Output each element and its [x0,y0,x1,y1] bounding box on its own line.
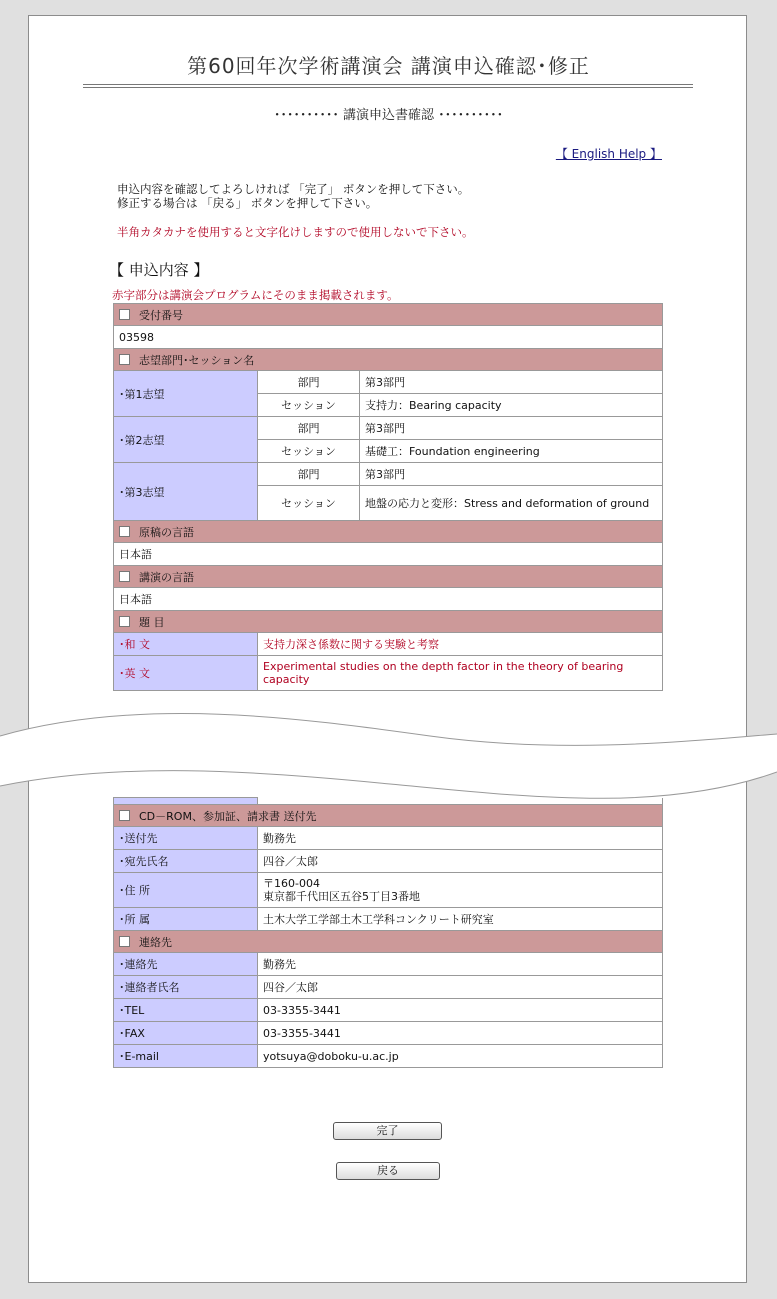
shipping-header-row [114,805,663,827]
preference-header-row [114,349,663,371]
contact-value: 03-3355-3441 [258,1022,663,1045]
checkbox-icon [119,526,130,537]
lecture-lang-header: 講演の言語 [139,570,194,584]
preference-3-dept: 第3部門 [360,463,663,486]
contact-header: 連絡先 [139,935,172,949]
checkbox-icon [119,354,130,365]
dept-label: 部門 [258,417,360,440]
shipping-label: ･所 属 [114,908,258,931]
shipping-value: 土木大学工学部土木工学科コンクリート研究室 [258,908,663,931]
postal-code: 〒160-004 [263,877,320,890]
preference-3-label: ･第3志望 [114,463,258,521]
application-table-top [113,303,663,691]
contact-label: ･連絡者氏名 [114,976,258,999]
lecture-lang-value: 日本語 [114,588,663,611]
shipping-row [114,908,663,931]
katakana-warning: 半角カタカナを使用すると文字化けしますので使用しないで下さい。 [117,225,474,239]
preference-1-session: 支持力：Bearing capacity [360,394,663,417]
back-button[interactable]: 戻る [336,1162,440,1180]
reception-header-row [114,304,663,326]
contact-label: ･FAX [114,1022,258,1045]
title-en-row [114,656,663,691]
contact-row [114,976,663,999]
shipping-value: 四谷／太郎 [258,850,663,873]
checkbox-icon [119,309,130,320]
preference-2-dept-row [114,417,663,440]
contact-label: ･E-mail [114,1045,258,1068]
preference-1-dept-row [114,371,663,394]
shipping-row [114,873,663,908]
page-frame [28,15,747,1283]
title-header-row [114,611,663,633]
preference-header: 志望部門･セッション名 [139,353,255,367]
shipping-row [114,827,663,850]
session-label: セッション [258,486,360,521]
title-divider [83,84,693,85]
shipping-label: ･住 所 [114,873,258,908]
preference-3-dept-row [114,463,663,486]
contact-header-row [114,931,663,953]
intro-line-1: 申込内容を確認してよろしければ 「完了」 ボタンを押して下さい。 [117,182,470,196]
manuscript-lang-header: 原稿の言語 [139,525,194,539]
page-subtitle: ･･････････ 講演申込書確認 ･･････････ [273,108,504,123]
contact-label: ･TEL [114,999,258,1022]
application-table-bottom [113,797,663,1068]
shipping-label: ･宛先氏名 [114,850,258,873]
intro-text [117,182,469,210]
title-jp-label: ･和 文 [114,633,258,656]
dept-label: 部門 [258,463,360,486]
red-note: 赤字部分は講演会プログラムにそのまま掲載されます。 [112,288,399,302]
contact-row [114,999,663,1022]
shipping-label: ･送付先 [114,827,258,850]
dept-label: 部門 [258,371,360,394]
preference-1-label: ･第1志望 [114,371,258,417]
title-header: 題 目 [139,615,165,629]
contact-row [114,953,663,976]
reception-header: 受付番号 [139,308,183,322]
contact-value: 勤務先 [258,953,663,976]
complete-button[interactable]: 完了 [333,1122,442,1140]
title-divider-2 [83,87,693,88]
preference-2-session: 基礎工：Foundation engineering [360,440,663,463]
manuscript-lang-value: 日本語 [114,543,663,566]
title-jp-row [114,633,663,656]
title-en-label: ･英 文 [114,656,258,691]
contact-row [114,1022,663,1045]
lecture-lang-header-row [114,566,663,588]
session-label: セッション [258,440,360,463]
section-heading: 【 申込内容 】 [109,261,209,279]
preference-2-dept: 第3部門 [360,417,663,440]
preference-2-label: ･第2志望 [114,417,258,463]
manuscript-lang-header-row [114,521,663,543]
shipping-header: CD－ROM、参加証、請求書 送付先 [139,809,317,823]
shipping-value: 勤務先 [258,827,663,850]
contact-value: 四谷／太郎 [258,976,663,999]
lecture-lang-row [114,588,663,611]
page-break-wave [0,704,777,804]
manuscript-lang-row [114,543,663,566]
session-label: セッション [258,394,360,417]
preference-3-session: 地盤の応力と変形：Stress and deformation of ground [360,486,663,521]
page-title: 第60回年次学術講演会 講演申込確認･修正 [187,54,590,78]
shipping-row [114,850,663,873]
checkbox-icon [119,571,130,582]
checkbox-icon [119,810,130,821]
contact-row [114,1045,663,1068]
preference-1-dept: 第3部門 [360,371,663,394]
title-en-value: Experimental studies on the depth factor in the theory of bearing capacity [258,656,663,691]
reception-row [114,326,663,349]
checkbox-icon [119,616,130,627]
english-help-link[interactable]: 【 English Help 】 [555,147,662,161]
intro-line-2: 修正する場合は 「戻る」 ボタンを押して下さい。 [117,196,378,210]
contact-value: 03-3355-3441 [258,999,663,1022]
title-jp-value: 支持力深さ係数に関する実験と考察 [258,633,663,656]
contact-value: yotsuya@doboku-u.ac.jp [258,1045,663,1068]
reception-number: 03598 [114,326,663,349]
contact-label: ･連絡先 [114,953,258,976]
checkbox-icon [119,936,130,947]
address: 東京都千代田区五谷5丁目3番地 [263,890,420,903]
